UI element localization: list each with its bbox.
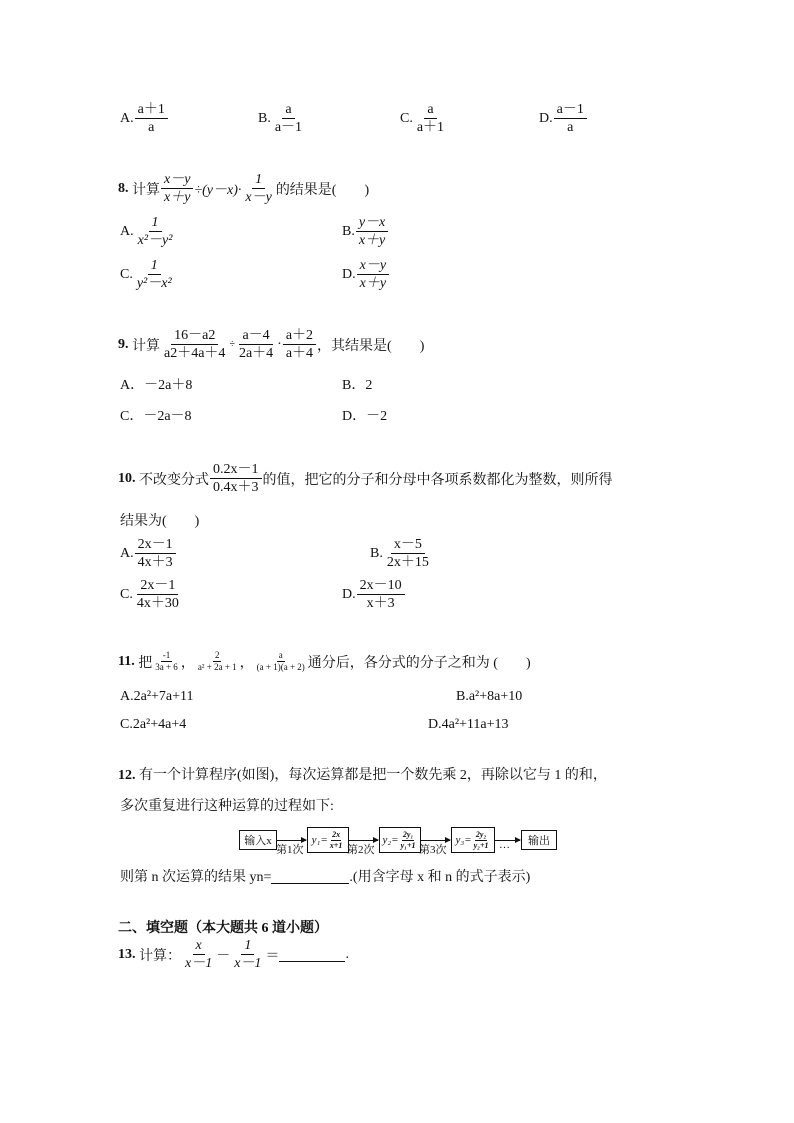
- equals-sign: ＝: [265, 948, 280, 964]
- fraction: [135, 102, 168, 135]
- denominator: (a + 1)(a + 2): [256, 662, 305, 672]
- numerator: y－x: [356, 215, 388, 232]
- fraction: [134, 578, 182, 611]
- denominator: x+1: [329, 840, 343, 850]
- q7-option-d: [539, 102, 588, 135]
- q8-option-a: [120, 215, 176, 248]
- option-label: B.: [342, 223, 355, 239]
- option-label: D.: [539, 110, 553, 126]
- section-heading: 二、填空题（本大题共 6 道小题）: [118, 921, 328, 936]
- output-box: 输出: [521, 830, 557, 850]
- fraction: [231, 938, 264, 971]
- fraction: [135, 215, 176, 248]
- option-label: C.: [120, 586, 133, 602]
- q12-flowchart: [239, 830, 557, 856]
- denominator: a: [148, 120, 155, 135]
- option-label: A.: [120, 223, 134, 239]
- question-number: 12.: [118, 768, 136, 783]
- q10-option-b: [370, 537, 433, 570]
- fraction: [400, 830, 417, 851]
- q11-option-c: C.2a²+4a+4: [120, 717, 187, 732]
- fraction: [356, 215, 388, 248]
- q9-option-c: C．－2a－8: [120, 409, 192, 424]
- denominator: x－1: [234, 956, 262, 971]
- denominator: 3a + 6: [155, 662, 178, 672]
- q12-text3a: 则第 n 次运算的结果 yn=: [120, 870, 272, 885]
- numerator: a: [278, 650, 283, 660]
- fraction: [554, 102, 587, 135]
- option-label: B.: [258, 110, 271, 126]
- numerator: a－1: [554, 102, 587, 119]
- q9-option-a: A．－2a＋8: [120, 378, 193, 393]
- denominator: x－y: [245, 190, 272, 205]
- denominator: a＋4: [285, 346, 314, 361]
- fraction: [283, 328, 316, 361]
- q13-end: .: [345, 946, 349, 962]
- step1-box: [307, 827, 349, 853]
- q12-line2: 多次重复进行这种运算的过程如下:: [120, 799, 334, 814]
- numerator: x－y: [161, 172, 193, 189]
- answer-blank[interactable]: [271, 869, 349, 884]
- question-number: 8.: [118, 180, 129, 196]
- denominator: x＋y: [164, 190, 191, 205]
- q10-stem: [118, 462, 613, 495]
- q11-option-b: B.a²+8a+10: [456, 689, 523, 704]
- q13-prefix: 计算：: [139, 948, 181, 964]
- numerator: 1: [241, 938, 254, 955]
- q10-option-a: [120, 537, 177, 570]
- step2-box: [379, 827, 421, 853]
- fraction: [272, 102, 305, 135]
- q8-option-b: [342, 215, 389, 248]
- numerator: 1: [149, 215, 162, 232]
- fraction: [135, 537, 176, 570]
- q8-operator: ÷(y－x)·: [194, 182, 242, 198]
- numerator: 1: [148, 258, 161, 275]
- q10-option-c: [120, 578, 183, 611]
- input-box: 输入x: [239, 830, 277, 850]
- fraction: [242, 172, 274, 205]
- option-label: D.: [342, 266, 356, 282]
- q9-stem: [118, 328, 424, 361]
- minus-operator: －: [216, 948, 231, 964]
- numerator: 2x－10: [357, 578, 405, 595]
- divide-operator: ÷: [229, 339, 235, 350]
- numerator: a: [424, 102, 436, 119]
- q8-option-d: [342, 258, 390, 291]
- answer-blank[interactable]: [279, 947, 345, 962]
- q10-suffix: 的值，把它的分子和分母中各项系数都化为整数，则所得: [262, 472, 613, 488]
- step3-box: [451, 827, 495, 853]
- q9-option-d: D．－2: [342, 409, 388, 424]
- denominator: y₂+1: [473, 840, 489, 850]
- fraction: [473, 830, 490, 851]
- q7-option-c: [400, 102, 448, 135]
- numerator: x: [193, 938, 205, 955]
- numerator: a－4: [239, 328, 272, 345]
- denominator: x＋3: [366, 596, 395, 611]
- denominator: a＋1: [416, 120, 445, 135]
- option-label: A.: [120, 545, 134, 561]
- q12-text3b: .(用含字母 x 和 n 的式子表示): [349, 870, 531, 885]
- numerator: 2x－1: [135, 537, 176, 554]
- question-number: 9.: [118, 336, 129, 352]
- q11-option-a: A.2a²+7a+11: [120, 689, 194, 704]
- numerator: 2y₁: [402, 829, 414, 839]
- q8-option-c: [120, 258, 176, 291]
- q11-prefix: 把: [138, 655, 153, 671]
- denominator: 4x＋30: [136, 596, 179, 611]
- numerator: 0.2x－1: [210, 462, 262, 479]
- step-label: 第1次: [276, 844, 304, 856]
- q7-option-a: [120, 102, 169, 135]
- fraction: [161, 172, 193, 205]
- fraction: [384, 537, 432, 570]
- q8-stem: [118, 172, 369, 205]
- q12-text1: 有一个计算程序(如图)，每次运算都是把一个数先乘 2，再除以它与 1 的和，: [139, 768, 607, 783]
- option-label: A.: [120, 110, 134, 126]
- numerator: 2x－1: [137, 578, 178, 595]
- q9-prefix: 计算: [132, 338, 160, 354]
- denominator: x－1: [185, 956, 213, 971]
- fraction: [357, 258, 389, 291]
- step-label: 第2次: [347, 844, 375, 856]
- numerator: 16－a2: [171, 328, 218, 345]
- denominator: a2＋4a＋4: [164, 346, 226, 361]
- denominator: a－1: [274, 120, 303, 135]
- q11-option-d: D.4a²+11a+13: [428, 717, 509, 732]
- q10-option-d: [342, 578, 406, 611]
- q10-line2: 结果为( ): [120, 514, 200, 529]
- option-label: C.: [400, 110, 413, 126]
- numerator: -1: [162, 650, 171, 660]
- denominator: 2x＋15: [386, 555, 429, 570]
- numerator: a＋2: [283, 328, 316, 345]
- numerator: 2x: [332, 829, 341, 839]
- fraction: [329, 830, 344, 851]
- q7-option-b: [258, 102, 306, 135]
- fraction: [255, 650, 307, 673]
- option-label: B.: [370, 545, 383, 561]
- q11-suffix: 通分后，各分式的分子之和为 ( ): [307, 655, 531, 671]
- denominator: x＋y: [358, 233, 386, 248]
- q12-line1: [118, 764, 607, 784]
- q10-prefix: 不改变分式: [139, 472, 209, 488]
- fraction: [161, 328, 228, 361]
- numerator: 2y₂: [475, 829, 487, 839]
- fraction: [153, 650, 180, 673]
- multiply-operator: ·: [277, 336, 282, 352]
- fraction: [182, 938, 215, 971]
- fraction: [414, 102, 447, 135]
- denominator: 2a＋4: [238, 346, 274, 361]
- ellipsis: …: [499, 839, 510, 851]
- q11-stem: [118, 650, 531, 673]
- numerator: 2: [214, 650, 220, 660]
- separator: ，: [239, 655, 254, 671]
- denominator: y²－x²: [136, 276, 172, 291]
- fraction: [196, 650, 239, 673]
- numerator: x－y: [357, 258, 389, 275]
- question-number: 13.: [118, 946, 136, 962]
- denominator: 0.4x＋3: [213, 480, 259, 495]
- fraction: [236, 328, 276, 361]
- option-label: D.: [342, 586, 356, 602]
- y3-label: y₃=: [455, 834, 472, 846]
- question-number: 10.: [118, 470, 136, 486]
- numerator: 1: [252, 172, 265, 189]
- fraction: [134, 258, 175, 291]
- y1-label: y₁=: [311, 834, 328, 846]
- denominator: 4x＋3: [137, 555, 173, 570]
- option-label: C.: [120, 266, 133, 282]
- numerator: x－5: [391, 537, 425, 554]
- q9-option-b: B．2: [342, 378, 373, 393]
- denominator: a² + 2a + 1: [197, 662, 237, 672]
- q8-suffix: 的结果是( ): [275, 182, 370, 198]
- q13-stem: [118, 938, 349, 971]
- step-label: 第3次: [419, 844, 447, 856]
- question-number: 11.: [118, 653, 135, 669]
- denominator: a: [567, 120, 574, 135]
- denominator: x²－y²: [137, 233, 173, 248]
- separator: ，: [180, 655, 195, 671]
- denominator: y₁+1: [400, 840, 416, 850]
- numerator: a: [282, 102, 294, 119]
- y2-label: y₂=: [382, 834, 399, 846]
- q9-suffix: ，其结果是( ): [317, 338, 425, 354]
- numerator: a＋1: [135, 102, 168, 119]
- fraction: [210, 462, 262, 495]
- denominator: x＋y: [359, 276, 387, 291]
- q8-prefix: 计算: [132, 182, 160, 198]
- q12-line3: [120, 866, 530, 886]
- fraction: [357, 578, 405, 611]
